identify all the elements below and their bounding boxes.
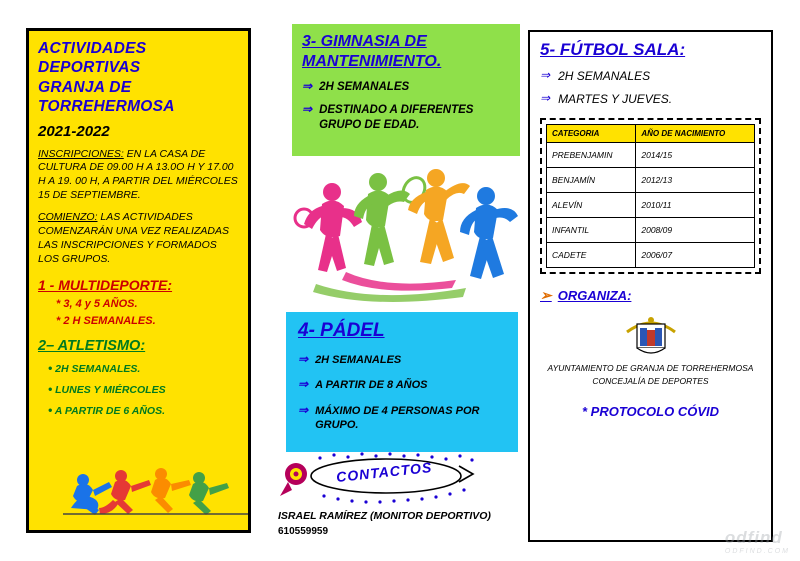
gimnasia-item	[302, 80, 510, 94]
table-row	[547, 218, 755, 243]
inscripciones-label: INSCRIPCIONES:	[38, 147, 124, 160]
athletes-illustration	[286, 152, 524, 312]
table-row	[547, 243, 755, 268]
contact-phone: 610559959	[278, 526, 329, 537]
section-multideporte-title: 1 - MULTIDEPORTE:	[38, 277, 173, 294]
padel-box	[286, 312, 518, 452]
cell-anio: 2014/15	[636, 143, 755, 168]
organiza-label: ORGANIZA:	[557, 288, 632, 303]
column-header-categoria: CATEGORIA	[547, 125, 636, 143]
comienzo-paragraph	[38, 211, 239, 267]
inscripciones-text: EN LA CASA DE CULTURA DE 09.00 H A 13.0O H Y 17.00 H A 19. 00 H, A PARTIR DEL MIÉRCOLES 15 DE SEPTIEMBRE.	[38, 147, 238, 202]
atletismo-item-label: LUNES Y MIÉRCOLES	[55, 384, 166, 397]
gimnasia-item-label: 2H SEMANALES	[319, 81, 410, 94]
title-line-3: GRANJA DE	[38, 78, 132, 96]
protocolo-covid-label: * PROTOCOLO CÓVID	[582, 403, 719, 419]
cell-anio: 2006/07	[636, 243, 755, 268]
organiza-heading	[540, 287, 761, 304]
left-yellow-panel	[26, 28, 251, 533]
arrow-right-icon: ⇒	[298, 352, 309, 366]
comienzo-label: COMIENZO:	[38, 211, 98, 224]
bullet-icon: •	[48, 382, 53, 397]
inscripciones-paragraph	[38, 148, 239, 204]
arrow-right-icon: ➢	[540, 287, 552, 303]
watermark-subtext: ODFIND.COM	[724, 548, 790, 555]
coat-of-arms-icon	[621, 310, 681, 356]
runners-illustration	[63, 460, 248, 516]
arrow-right-icon: ⇒	[540, 68, 551, 82]
arrow-right-icon: ⇒	[298, 402, 309, 417]
organiza-line-1: AYUNTAMIENTO DE GRANJA DE TORREHERMOSA	[547, 363, 754, 373]
gimnasia-title-line-1: 3- GIMNASIA DE	[302, 33, 427, 50]
futbol-item-label: 2H SEMANALES	[558, 69, 651, 83]
title-line-4: TORREHERMOSA	[38, 98, 175, 116]
cell-categoria: PREBENJAMIN	[547, 143, 636, 168]
arrow-right-icon: ⇒	[302, 102, 313, 117]
atletismo-item	[48, 361, 239, 375]
poster-title	[38, 39, 239, 117]
futbol-item-label: MARTES Y JUEVES.	[558, 92, 673, 106]
padel-title: 4- PÁDEL	[298, 320, 385, 341]
section-atletismo-title: 2– ATLETISMO:	[38, 338, 146, 355]
table-row	[547, 143, 755, 168]
table-row	[547, 193, 755, 218]
gimnasia-item-label: DESTINADO A DIFERENTES GRUPO DE EDAD.	[319, 104, 474, 131]
futbol-item	[540, 69, 761, 83]
watermark-text: odfind	[724, 528, 783, 547]
futbol-item	[540, 92, 761, 106]
atletismo-item-label: A PARTIR DE 6 AÑOS.	[54, 405, 165, 418]
arrow-right-icon: ⇒	[540, 91, 551, 105]
watermark	[725, 528, 790, 555]
categorias-table-frame	[540, 118, 761, 274]
gimnasia-item	[302, 103, 510, 132]
categorias-table	[546, 124, 755, 268]
title-line-1: ACTIVIDADES	[38, 40, 147, 57]
padel-item	[298, 353, 506, 367]
organiza-line-2: CONCEJALÍA DE DEPORTES	[592, 375, 709, 386]
padel-item	[298, 404, 506, 433]
atletismo-item	[48, 403, 239, 417]
futbol-sala-panel	[528, 30, 773, 542]
atletismo-item-label: 2H SEMANALES.	[55, 363, 141, 376]
cell-categoria: INFANTIL	[547, 218, 636, 243]
cell-anio: 2008/09	[636, 218, 755, 243]
multideporte-item: * 3, 4 y 5 AÑOS.	[56, 298, 138, 311]
bullet-icon: •	[48, 361, 53, 376]
cell-categoria: ALEVÍN	[547, 193, 636, 218]
arrow-right-icon: ⇒	[298, 377, 309, 392]
futbol-sala-title: 5- FÚTBOL SALA:	[540, 40, 686, 59]
column-header-anio: AÑO DE NACIMIENTO	[636, 125, 755, 143]
title-line-2: DEPORTIVAS	[38, 59, 141, 77]
arrow-right-icon: ⇒	[302, 79, 313, 94]
table-row	[547, 168, 755, 193]
cell-anio: 2010/11	[636, 193, 755, 218]
gimnasia-title-line-2: MANTENIMIENTO.	[302, 52, 442, 70]
bullet-icon: •	[48, 403, 53, 418]
padel-item	[298, 378, 506, 392]
cell-anio: 2012/13	[636, 168, 755, 193]
gimnasia-box	[292, 24, 520, 156]
multideporte-item: * 2 H SEMANALES.	[56, 315, 156, 328]
padel-item-label: 2H SEMANALES	[315, 354, 402, 366]
cell-categoria: CADETE	[547, 243, 636, 268]
padel-item-label: A PARTIR DE 8 AÑOS	[315, 379, 428, 392]
contactos-label: CONTACTOS	[335, 459, 433, 485]
contact-decoration	[276, 452, 526, 512]
season-label: 2021-2022	[38, 122, 110, 140]
atletismo-item	[48, 382, 239, 396]
organiza-text	[540, 362, 761, 388]
padel-item-label: MÁXIMO DE 4 PERSONAS POR GRUPO.	[315, 404, 480, 431]
cell-categoria: BENJAMÍN	[547, 168, 636, 193]
gimnasia-title	[302, 32, 510, 71]
contact-person: ISRAEL RAMÍREZ (MONITOR DEPORTIVO)	[278, 510, 491, 522]
contact-block	[276, 452, 526, 547]
table-header-row	[547, 125, 755, 143]
megaphone-icon	[280, 463, 307, 496]
comienzo-text: LAS ACTIVIDADES COMENZARÁN UNA VEZ REALIZADAS LAS INSCRIPCIONES Y FORMADOS LOS GRUPOS.	[38, 211, 229, 266]
